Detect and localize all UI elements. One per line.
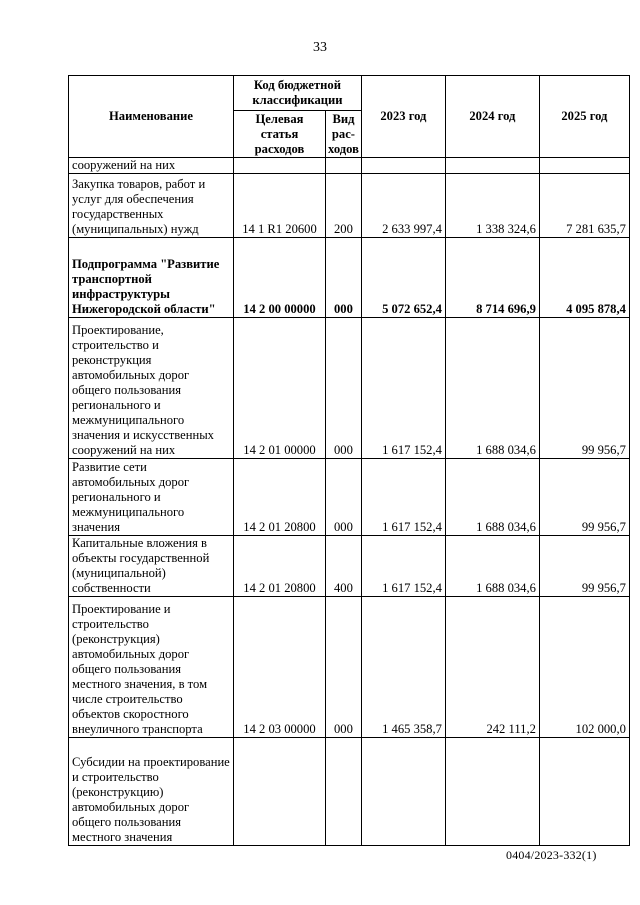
row-name: Закупка товаров, работ и услуг для обеспечения государственных (муниципальных) нужд bbox=[69, 174, 234, 238]
table-header bbox=[69, 76, 630, 158]
row-name: Подпрограмма "Развитие транспортной инфраструктуры Нижегородской области" bbox=[69, 238, 234, 318]
row-value-2023: 2 633 997,4 bbox=[361, 174, 445, 238]
row-value-2024: 1 688 034,6 bbox=[445, 459, 539, 536]
row-name: Проектирование, строительство и реконструкция автомобильных дорог общего пользования регионального и межмуниципального значения и искусственных сооружений на них bbox=[69, 318, 234, 459]
row-value-2025 bbox=[539, 738, 629, 846]
row-value-2024: 1 338 324,6 bbox=[445, 174, 539, 238]
row-value-2024: 1 688 034,6 bbox=[445, 536, 539, 597]
row-target-item: 14 2 01 20800 bbox=[234, 536, 326, 597]
row-value-2025: 102 000,0 bbox=[539, 597, 629, 738]
row-name: Развитие сети автомобильных дорог регионального и межмуниципального значения bbox=[69, 459, 234, 536]
table-row bbox=[69, 238, 630, 318]
row-expense-type: 200 bbox=[326, 174, 362, 238]
row-name: сооружений на них bbox=[69, 158, 234, 174]
row-name: Капитальные вложения в объекты государственной (муниципальной) собственности bbox=[69, 536, 234, 597]
row-name: Субсидии на проектирование и строительство (реконструкцию) автомобильных дорог общего пользования местного значения bbox=[69, 738, 234, 846]
table-row bbox=[69, 174, 630, 238]
row-name: Проектирование и строительство (реконструкция) автомобильных дорог общего пользования местного значения, в том числе строительство объектов скоростного внеуличного транспорта bbox=[69, 597, 234, 738]
row-value-2023 bbox=[361, 738, 445, 846]
header-target-item: Целевая статья расходов bbox=[234, 111, 326, 158]
row-target-item: 14 2 01 20800 bbox=[234, 459, 326, 536]
row-value-2023: 1 617 152,4 bbox=[361, 536, 445, 597]
table-row bbox=[69, 318, 630, 459]
row-value-2023: 1 617 152,4 bbox=[361, 318, 445, 459]
header-2024: 2024 год bbox=[445, 76, 539, 158]
row-value-2025 bbox=[539, 158, 629, 174]
row-expense-type: 000 bbox=[326, 597, 362, 738]
table-row bbox=[69, 597, 630, 738]
row-value-2025: 99 956,7 bbox=[539, 459, 629, 536]
row-value-2023: 1 617 152,4 bbox=[361, 459, 445, 536]
row-target-item: 14 2 00 00000 bbox=[234, 238, 326, 318]
header-2025: 2025 год bbox=[539, 76, 629, 158]
table-row bbox=[69, 459, 630, 536]
row-expense-type: 400 bbox=[326, 536, 362, 597]
document-id: 0404/2023-332(1) bbox=[506, 848, 597, 862]
page-number: 33 bbox=[313, 40, 327, 55]
row-expense-type: 000 bbox=[326, 318, 362, 459]
row-value-2024 bbox=[445, 738, 539, 846]
row-value-2025: 4 095 878,4 bbox=[539, 238, 629, 318]
table-row bbox=[69, 536, 630, 597]
row-value-2024: 1 688 034,6 bbox=[445, 318, 539, 459]
table-body bbox=[69, 158, 630, 846]
row-value-2025: 99 956,7 bbox=[539, 536, 629, 597]
row-expense-type: 000 bbox=[326, 459, 362, 536]
row-target-item bbox=[234, 738, 326, 846]
header-2023: 2023 год bbox=[361, 76, 445, 158]
row-target-item bbox=[234, 158, 326, 174]
row-value-2024: 242 111,2 bbox=[445, 597, 539, 738]
header-expense-type: Вид рас-ходов bbox=[326, 111, 362, 158]
budget-table bbox=[68, 75, 630, 846]
row-value-2023 bbox=[361, 158, 445, 174]
row-expense-type bbox=[326, 738, 362, 846]
row-value-2024 bbox=[445, 158, 539, 174]
row-value-2025: 99 956,7 bbox=[539, 318, 629, 459]
row-value-2025: 7 281 635,7 bbox=[539, 174, 629, 238]
row-target-item: 14 2 01 00000 bbox=[234, 318, 326, 459]
row-value-2023: 1 465 358,7 bbox=[361, 597, 445, 738]
row-expense-type bbox=[326, 158, 362, 174]
row-value-2024: 8 714 696,9 bbox=[445, 238, 539, 318]
row-target-item: 14 2 03 00000 bbox=[234, 597, 326, 738]
row-expense-type: 000 bbox=[326, 238, 362, 318]
header-budget-code: Код бюджетной классификации bbox=[234, 76, 362, 111]
table-row bbox=[69, 158, 630, 174]
row-target-item: 14 1 R1 20600 bbox=[234, 174, 326, 238]
header-name: Наименование bbox=[69, 76, 234, 158]
table-row bbox=[69, 738, 630, 846]
row-value-2023: 5 072 652,4 bbox=[361, 238, 445, 318]
